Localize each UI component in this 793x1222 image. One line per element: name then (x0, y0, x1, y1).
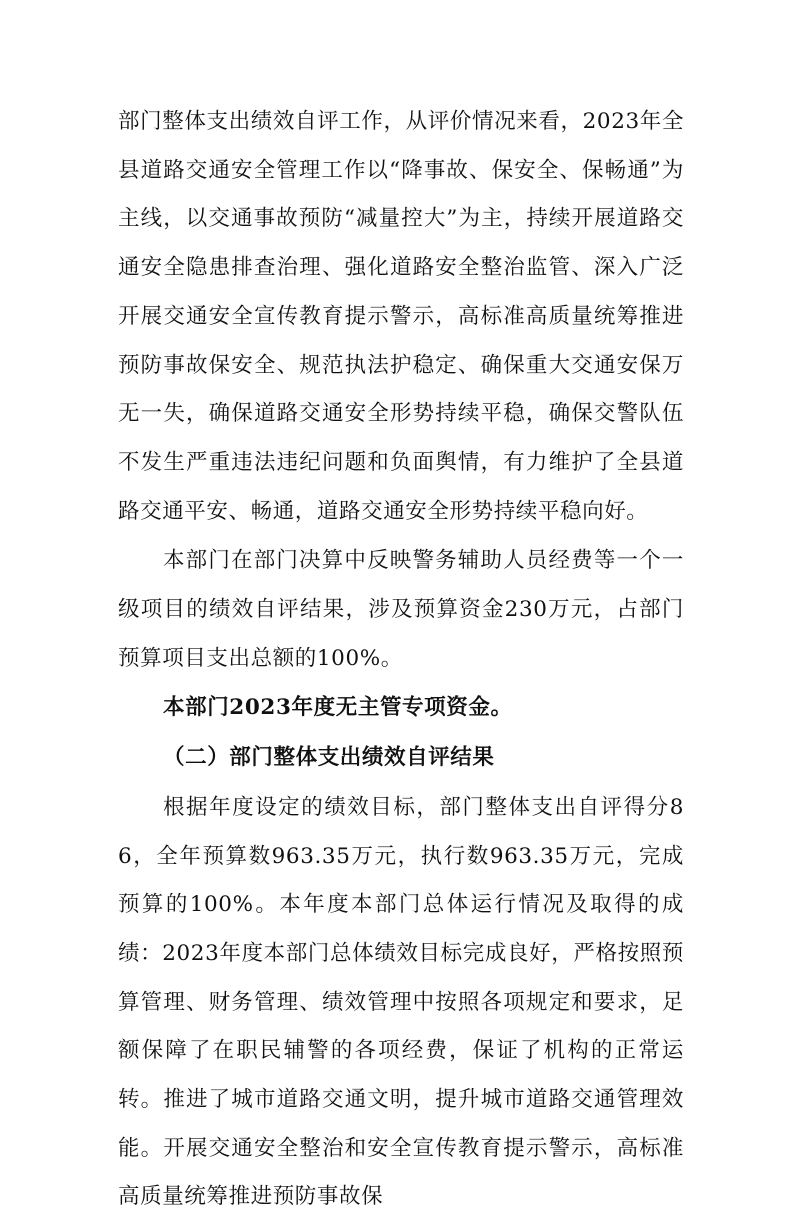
document-body (118, 98, 684, 1222)
paragraph-overall-results: 根据年度设定的绩效目标，部门整体支出自评得分86，全年预算数963.35万元，执行数963.35万元，完成预算的100%。本年度本部门总体运行情况及取得的成绩：2023年度本部门总体绩效目标完成良好，严格按照预算管理、财务管理、绩效管理中按照各项规定和要求，足额保障了在职民辅警的各项经费，保证了机构的正常运转。推进了城市道路交通文明，提升城市道路交通管理效能。开展交通安全整治和安全宣传教育提示警示，高标准高质量统筹推进预防事故保 (118, 794, 684, 1210)
section-heading: （二）部门整体支出绩效自评结果 (163, 745, 495, 771)
paragraph-performance-overview: 部门整体支出绩效自评工作，从评价情况来看，2023年全县道路交通安全管理工作以“降事故、保安全、保畅通”为主线，以交通事故预防“减量控大”为主，持续开展道路交通安全隐患排查治理、强化道路安全整治监管、深入广泛开展交通安全宣传教育提示警示，高标准高质量统筹推进预防事故保安全、规范执法护稳定、确保重大交通安保万无一失，确保道路交通安全形势持续平稳，确保交警队伍不发生严重违法违纪问题和负面舆情，有力维护了全县道路交通平安、畅通，道路交通安全形势持续平稳向好。 (118, 109, 684, 524)
paragraph-special-funds: 本部门2023年度无主管专项资金。 (163, 695, 513, 721)
paragraph-project-evaluation: 本部门在部门决算中反映警务辅助人员经费等一个一级项目的绩效自评结果，涉及预算资金230万元，占部门预算项目支出总额的100%。 (118, 548, 684, 671)
